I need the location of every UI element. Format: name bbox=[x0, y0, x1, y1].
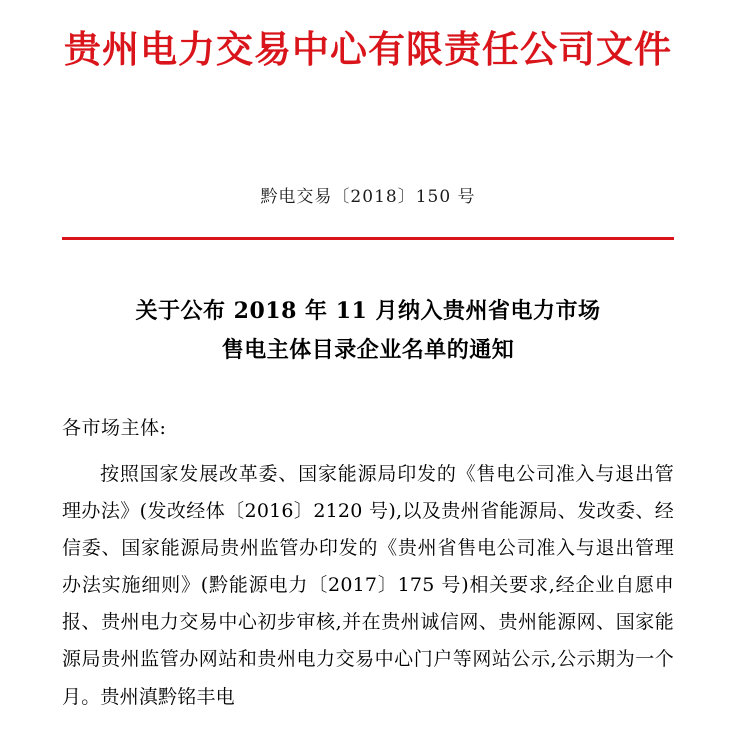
document-header bbox=[62, 0, 674, 72]
subject-line-2: 售电主体目录企业名单的通知 bbox=[221, 336, 515, 363]
subject-line-1: 关于公布 2018 年 11 月纳入贵州省电力市场 bbox=[135, 298, 601, 325]
organization-title: 贵州电力交易中心有限责任公司文件 bbox=[64, 27, 672, 71]
salutation: 各市场主体: bbox=[62, 417, 167, 440]
body-paragraph-1: 按照国家发展改革委、国家能源局印发的《售电公司准入与退出管理办法》(发改经体〔2016〕2120 号),以及贵州省能源局、发改委、经信委、国家能源局贵州监管办印发的《贵州省售电公司准入与退出管理办法实施细则》(黔能源电力〔2017〕175 号)相关要求,经企业自愿申报、贵州电力交易中心初步审核,并在贵州诚信网、贵州能源网、国家能源局贵州监管办网站和贵州电力交易中心门户等网站公示,公示期为一个月。贵州滇黔铭丰电 bbox=[62, 463, 674, 708]
red-divider-rule bbox=[62, 237, 674, 240]
document-subject bbox=[62, 292, 674, 369]
document-number: 黔电交易〔2018〕150 号 bbox=[260, 187, 476, 208]
